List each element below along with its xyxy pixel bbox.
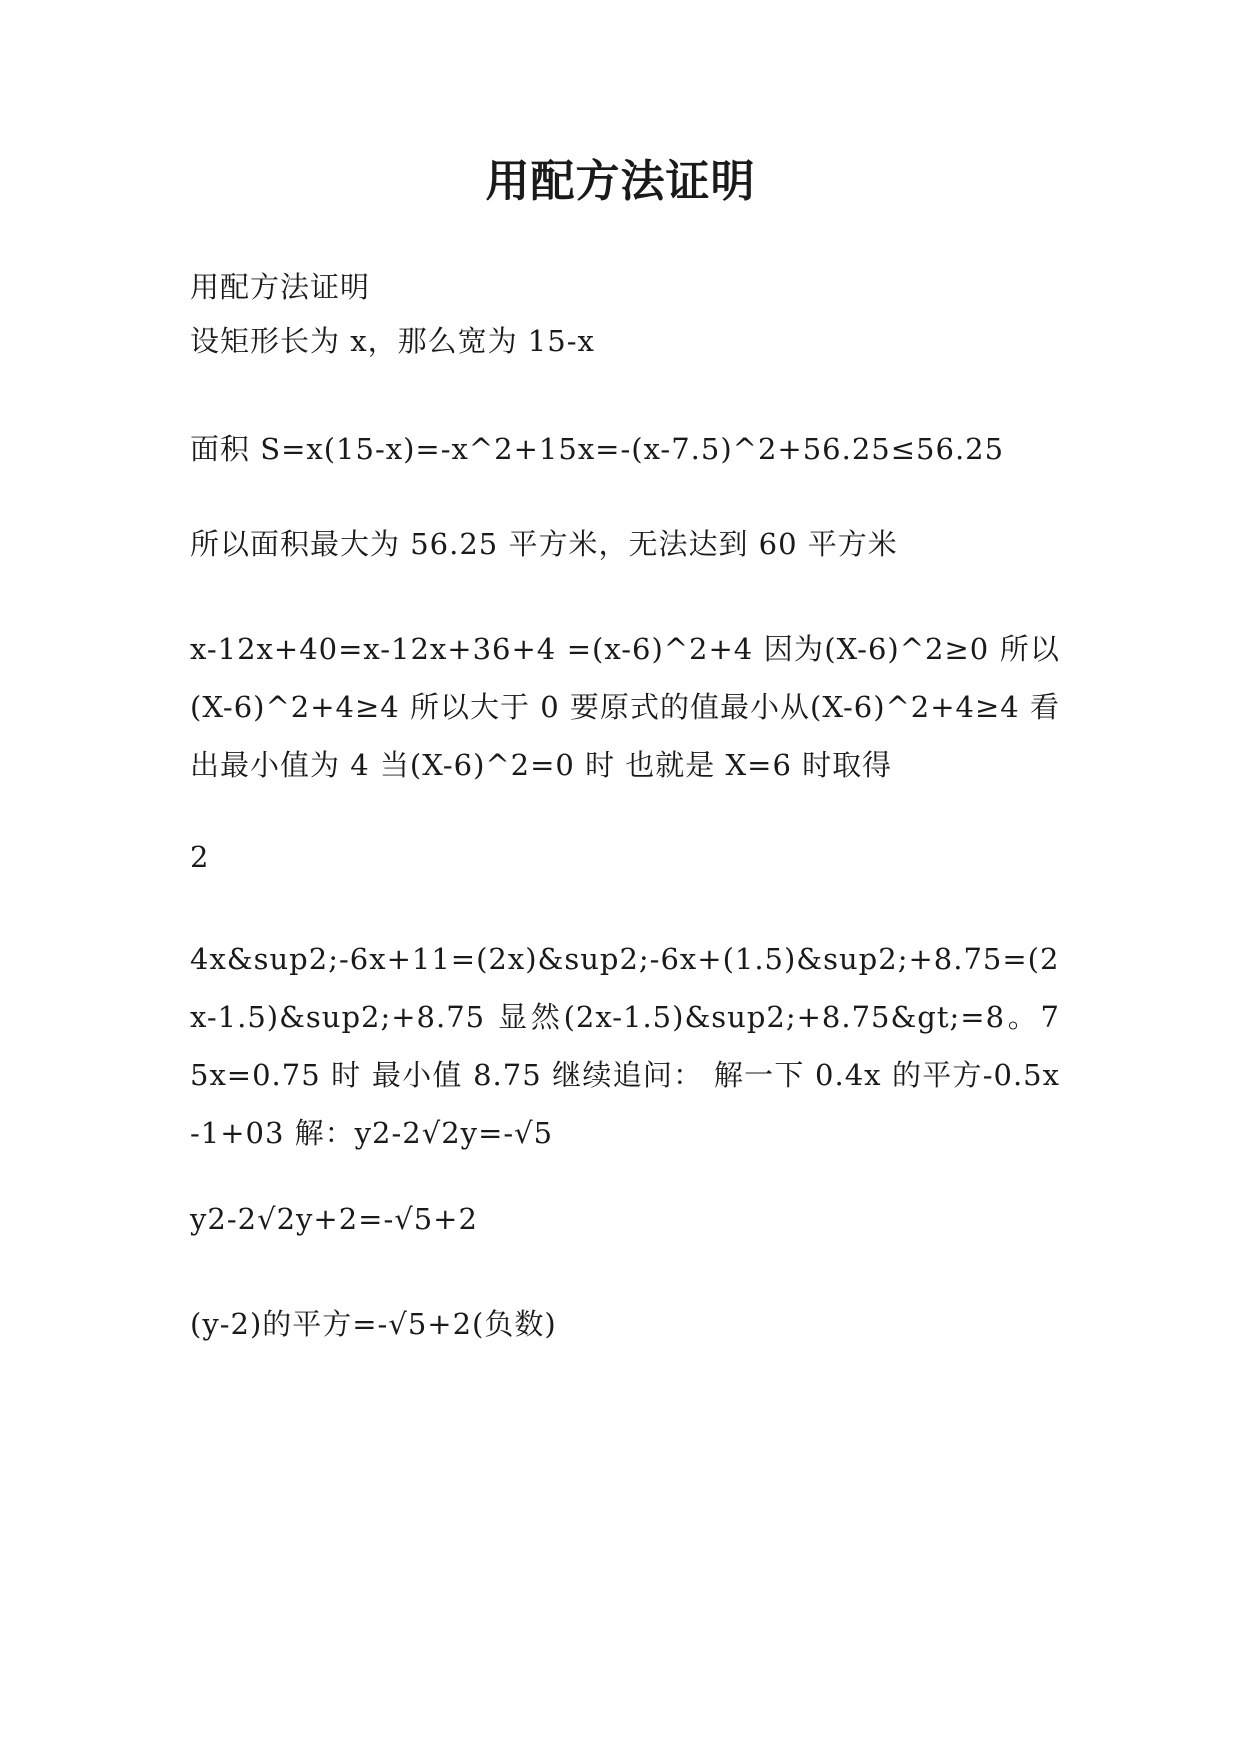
paragraph-equation-result: (y-2)的平方=-√5+2(负数) [190, 1307, 557, 1341]
paragraph-number: 2 [190, 840, 210, 874]
paragraph-heading: 用配方法证明 [190, 270, 371, 304]
paragraph-area-conclusion: 所以面积最大为 56.25 平方米，无法达到 60 平方米 [190, 527, 898, 561]
paragraph-rectangle-setup: 设矩形长为 x，那么宽为 15-x [190, 324, 595, 358]
document-title: 用配方法证明 [485, 156, 756, 207]
paragraph-minimum-proof: x-12x+40=x-12x+36+4 =(x-6)^2+4 因为(X-6)^2≥0 所以(X-6)^2+4≥4 所以大于 0 要原式的值最小从(X-6)^2+4≥4 看出最小值为 4 当(X-6)^2=0 时 也就是 X=6 时取得 [190, 632, 1060, 782]
paragraph-second-problem: 4x&sup2;-6x+11=(2x)&sup2;-6x+(1.5)&sup2;+8.75=(2x-1.5)&sup2;+8.75 显然(2x-1.5)&sup2;+8.75&gt;=8。75x=0.75 时 最小值 8.75 继续追问： 解一下 0.4x 的平方-0.5x-1+03 解：y2-2√2y=-√5 [190, 942, 1060, 1150]
paragraph-equation-step: y2-2√2y+2=-√5+2 [190, 1202, 478, 1236]
paragraph-area-formula: 面积 S=x(15-x)=-x^2+15x=-(x-7.5)^2+56.25≤56.25 [190, 432, 1005, 466]
